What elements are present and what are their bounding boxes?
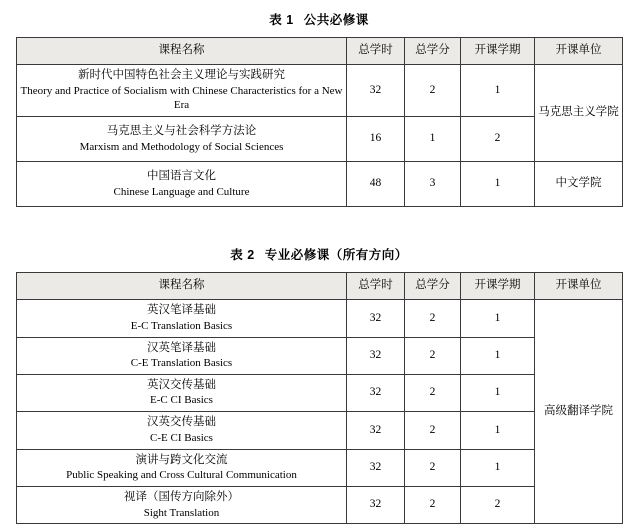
- table-header-row: [17, 273, 623, 300]
- course-name-cn: 英汉交传基础: [147, 378, 216, 391]
- course-name-en: C-E Translation Basics: [130, 357, 233, 370]
- column-header-course-name: 课程名称: [17, 38, 347, 65]
- table-row: [17, 300, 623, 337]
- course-name-cell: [17, 162, 347, 207]
- course-name-cn: 汉英交传基础: [147, 416, 216, 429]
- course-credits-cell: 1: [405, 117, 461, 162]
- course-hours-cell: 32: [347, 337, 405, 374]
- course-name-en: Marxism and Methodology of Social Sciences: [79, 140, 284, 153]
- course-name-cn: 视译（国传方向除外）: [124, 491, 239, 503]
- course-term-cell: 1: [461, 65, 535, 117]
- course-term-cell: 1: [461, 374, 535, 411]
- course-term-cell: 2: [461, 487, 535, 524]
- offering-unit-cell: 中文学院: [535, 162, 623, 207]
- column-header-course-name: 课程名称: [17, 273, 347, 300]
- table-row: [17, 162, 623, 207]
- course-name-cell: [17, 300, 347, 337]
- course-term-cell: 1: [461, 162, 535, 207]
- course-credits-cell: 3: [405, 162, 461, 207]
- course-term-cell: 1: [461, 300, 535, 337]
- table-header-row: [17, 38, 623, 65]
- course-name-en: Chinese Language and Culture: [113, 185, 250, 198]
- table-row: [17, 487, 623, 524]
- table-row: [17, 65, 623, 117]
- column-header-term: 开课学期: [461, 273, 535, 300]
- course-name-cell: [17, 449, 347, 486]
- table-row: [17, 412, 623, 449]
- course-hours-cell: 48: [347, 162, 405, 207]
- course-name-cell: [17, 117, 347, 162]
- course-credits-cell: 2: [405, 374, 461, 411]
- course-term-cell: 1: [461, 412, 535, 449]
- table-caption-1: [16, 0, 622, 37]
- course-name-en: C-E CI Basics: [150, 431, 213, 444]
- course-name-cn: 中国语言文化: [147, 170, 216, 183]
- course-name-cn: 新时代中国特色社会主义理论与实践研究: [78, 69, 285, 81]
- course-hours-cell: 32: [347, 449, 405, 486]
- course-name-cn: 马克思主义与社会科学方法论: [106, 125, 257, 138]
- course-credits-cell: 2: [405, 65, 461, 117]
- course-name-cn: 演讲与跨文化交流: [135, 453, 228, 466]
- course-hours-cell: 32: [347, 412, 405, 449]
- column-header-total-credits: 总学分: [405, 38, 461, 65]
- offering-unit-cell: 高级翻译学院: [535, 300, 623, 524]
- public-required-courses-table: [16, 37, 623, 207]
- course-credits-cell: 2: [405, 412, 461, 449]
- course-name-en: Public Speaking and Cross Cultural Communication: [66, 469, 297, 482]
- column-header-term: 开课学期: [461, 38, 535, 65]
- table-caption-title-2: 专业必修课（所有方向）: [264, 248, 408, 263]
- offering-unit-cell: 马克思主义学院: [535, 65, 623, 162]
- course-name-cell: [17, 412, 347, 449]
- table-row: [17, 374, 623, 411]
- course-credits-cell: 2: [405, 487, 461, 524]
- course-credits-cell: 2: [405, 449, 461, 486]
- course-name-cn: 英汉笔译基础: [147, 304, 216, 317]
- column-header-offering-unit: 开课单位: [535, 38, 623, 65]
- course-name-cell: [17, 487, 347, 524]
- major-required-courses-table: [16, 272, 623, 524]
- course-name-cell: [17, 65, 347, 117]
- course-name-en: Theory and Practice of Socialism with Chinese Characteristics for a New Era: [20, 84, 343, 112]
- course-name-en: E-C Translation Basics: [130, 319, 233, 332]
- table-block-1: [16, 0, 622, 207]
- course-name-cell: [17, 337, 347, 374]
- table-spacer: [16, 207, 622, 235]
- course-credits-cell: 2: [405, 337, 461, 374]
- course-credits-cell: 2: [405, 300, 461, 337]
- column-header-total-credits: 总学分: [405, 273, 461, 300]
- course-hours-cell: 32: [347, 300, 405, 337]
- table-caption-number-1: 表 1: [269, 13, 294, 27]
- course-term-cell: 1: [461, 337, 535, 374]
- course-name-en: Sight Translation: [143, 506, 220, 519]
- table-row: [17, 449, 623, 486]
- table-row: [17, 337, 623, 374]
- table-row: [17, 117, 623, 162]
- course-hours-cell: 32: [347, 374, 405, 411]
- column-header-total-hours: 总学时: [347, 273, 405, 300]
- table-block-2: [16, 235, 622, 524]
- table-caption-2: [16, 235, 622, 272]
- course-name-en: E-C CI Basics: [150, 394, 213, 407]
- course-hours-cell: 32: [347, 65, 405, 117]
- course-term-cell: 1: [461, 449, 535, 486]
- column-header-offering-unit: 开课单位: [535, 273, 623, 300]
- course-name-cn: 汉英笔译基础: [147, 341, 216, 354]
- course-hours-cell: 16: [347, 117, 405, 162]
- course-hours-cell: 32: [347, 487, 405, 524]
- table-caption-title-1: 公共必修课: [303, 13, 369, 27]
- course-term-cell: 2: [461, 117, 535, 162]
- course-name-cell: [17, 374, 347, 411]
- table-caption-number-2: 表 2: [230, 248, 255, 263]
- column-header-total-hours: 总学时: [347, 38, 405, 65]
